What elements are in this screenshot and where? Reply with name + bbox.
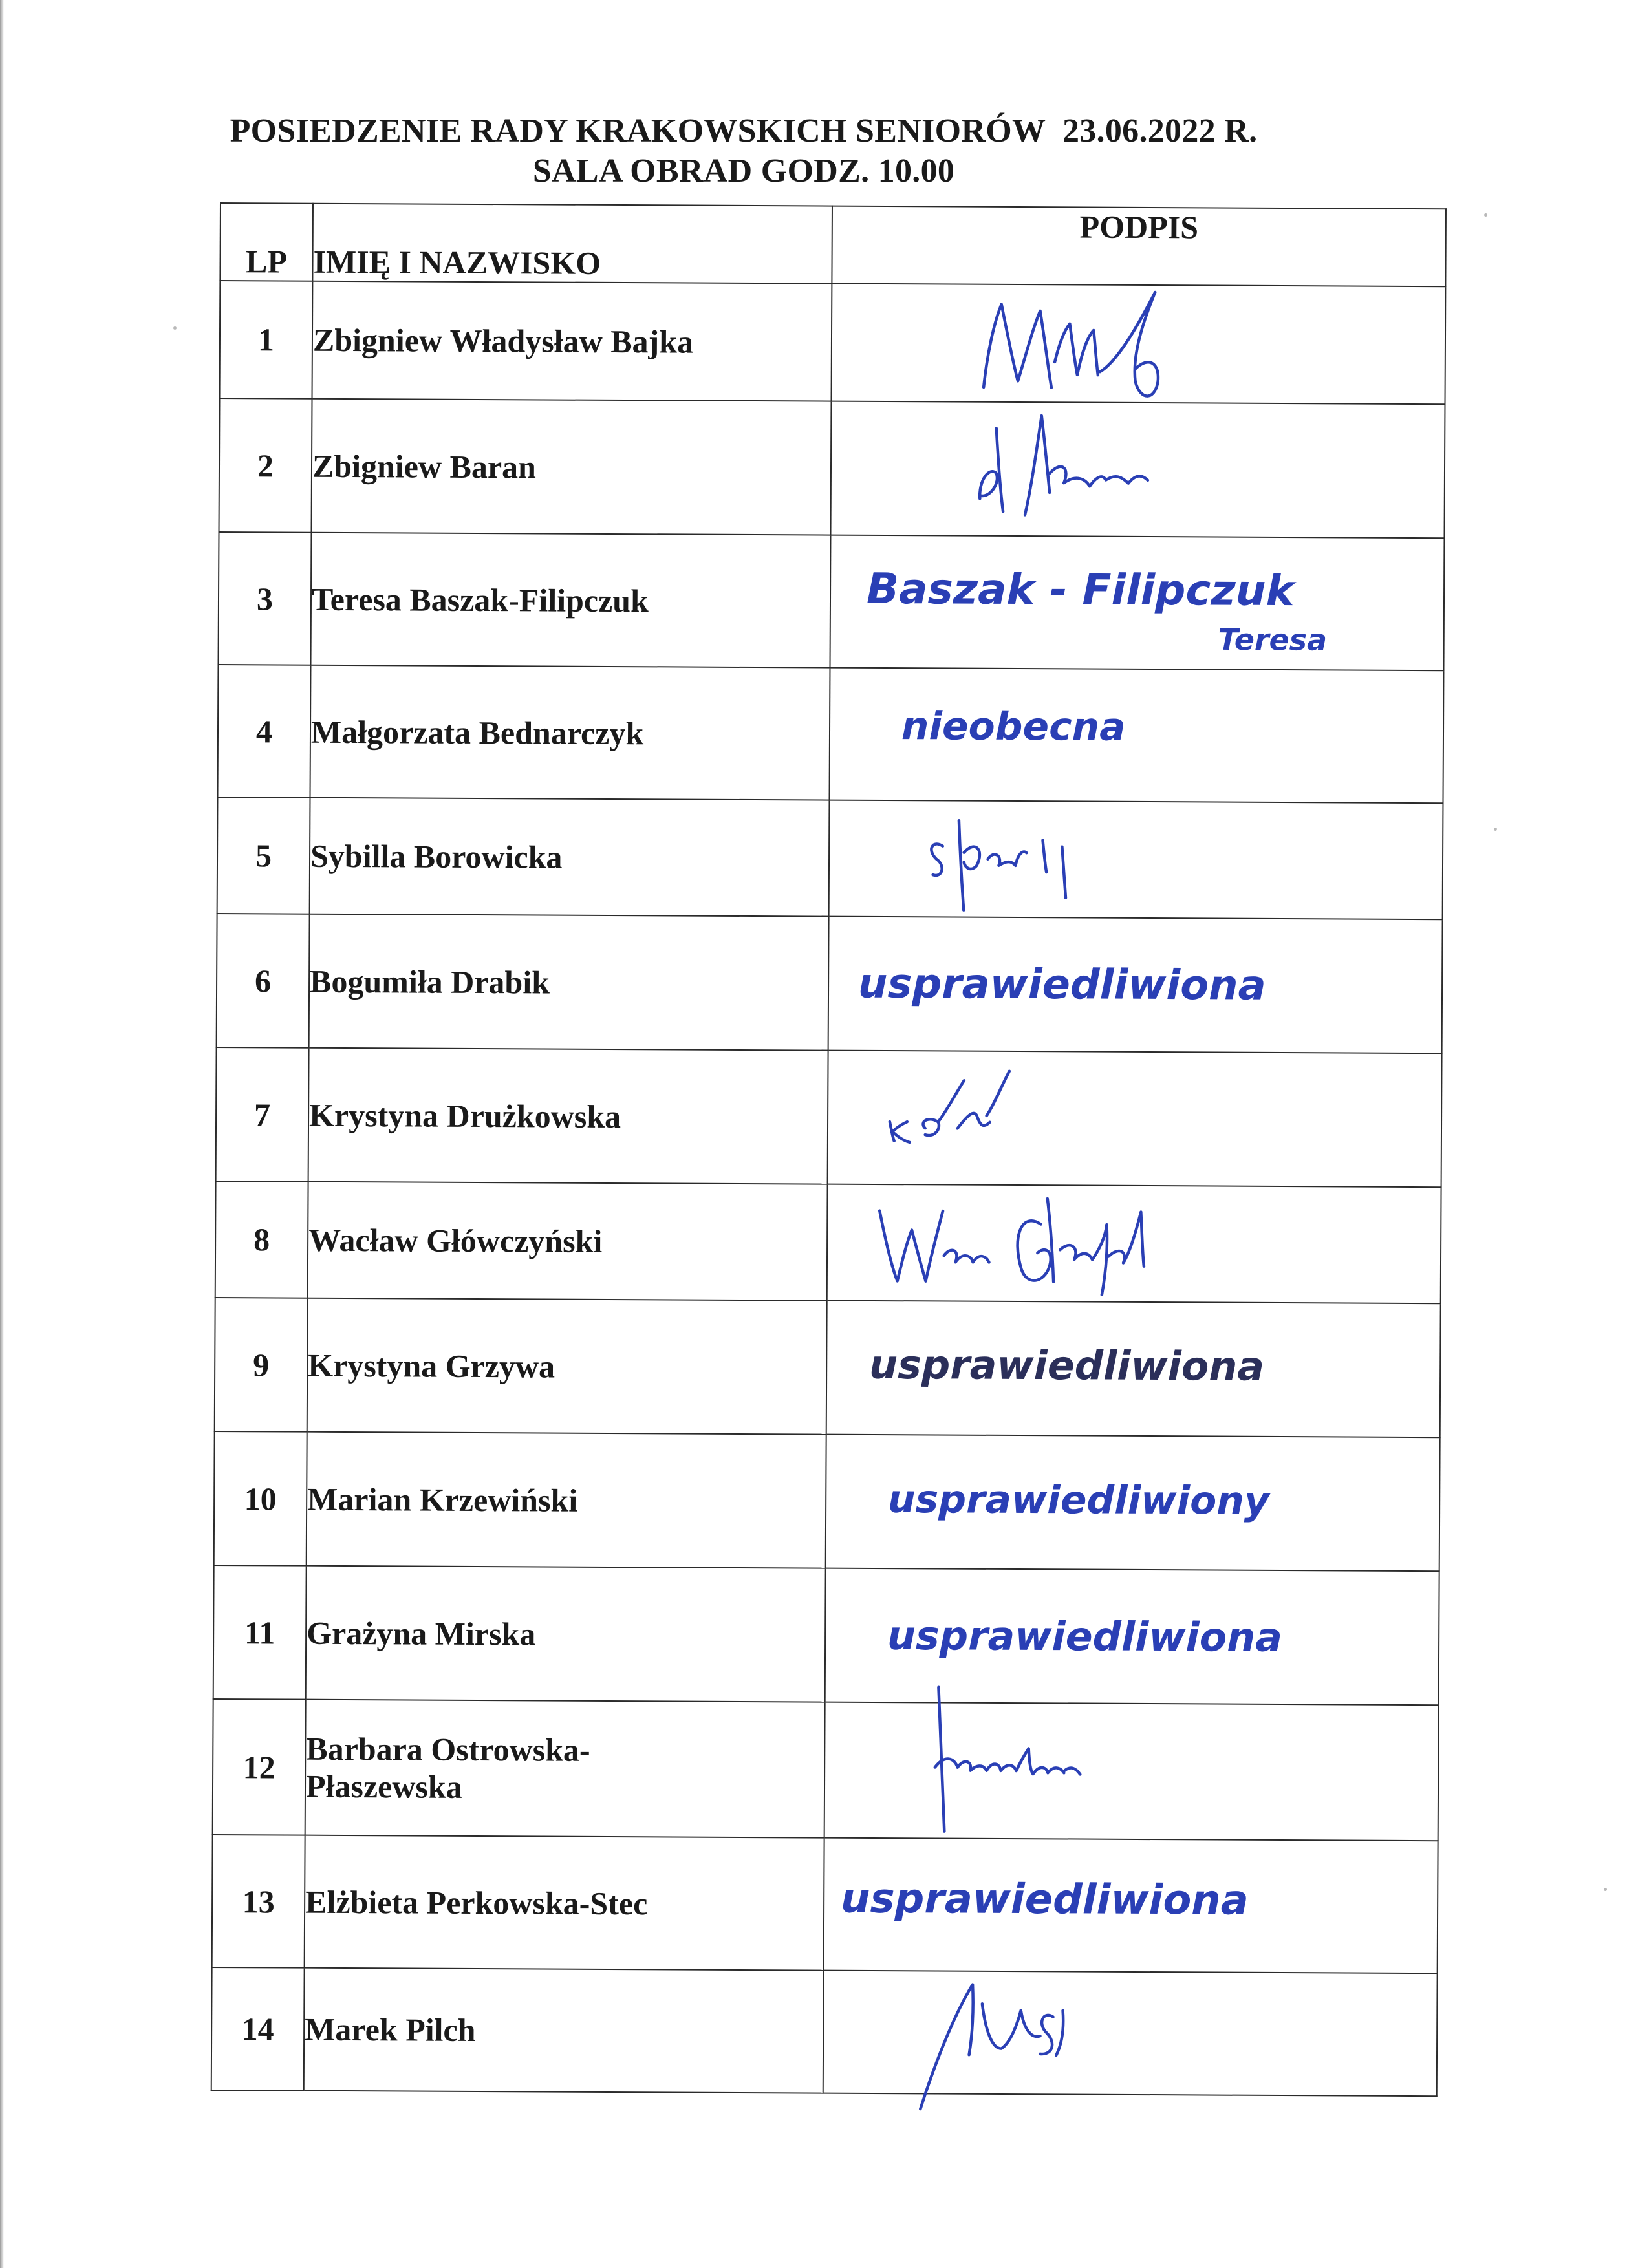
row-number: 11 (213, 1565, 307, 1700)
row-number: 6 (217, 914, 310, 1048)
signature-cell (826, 1435, 1440, 1572)
table-row (213, 1565, 1439, 1705)
table-row (212, 1835, 1438, 1973)
member-name-line1: Barbara Ostrowska- (306, 1730, 590, 1768)
signature-cell (828, 917, 1443, 1054)
row-number: 7 (216, 1047, 309, 1182)
handwritten-signature (832, 284, 1445, 404)
member-name (305, 1700, 825, 1838)
handwritten-signature (830, 669, 1443, 803)
row-number: 14 (211, 1967, 305, 2091)
signature-cell (832, 284, 1446, 405)
table-row (220, 281, 1446, 404)
table-row (218, 665, 1444, 803)
member-name: Zbigniew Baran (312, 399, 832, 535)
handwritten-signature (829, 917, 1442, 1053)
handwritten-signature (825, 1703, 1438, 1841)
column-header-signature: PODPIS (832, 206, 1446, 287)
row-number: 4 (218, 665, 311, 798)
signature-text: usprawiedliwiona (840, 1874, 1249, 1925)
row-number: 9 (215, 1298, 308, 1432)
meeting-venue-time: SALA OBRAD GODZ. 10.00 (532, 153, 955, 189)
meeting-title: POSIEDZENIE RADY KRAKOWSKICH SENIORÓW 23.06.2022 R. (230, 112, 1258, 149)
table-row (217, 797, 1443, 919)
signature-text: usprawiedliwiona (887, 1612, 1283, 1661)
scanned-page-edge (0, 0, 4, 2268)
signature-cell (824, 1838, 1438, 1974)
scan-speck (1494, 828, 1497, 831)
signature-text: usprawiedliwiona (868, 1341, 1265, 1390)
table-row (215, 1181, 1441, 1303)
row-number: 3 (219, 532, 312, 665)
handwritten-signature (828, 1051, 1441, 1187)
signature-text-line1: Baszak - Filipczuk (866, 564, 1295, 616)
handwritten-signature (832, 402, 1445, 538)
signature-cell (830, 535, 1444, 671)
handwritten-signature (826, 1435, 1439, 1571)
table-row (213, 1699, 1439, 1841)
handwritten-signature (824, 1839, 1438, 1973)
row-number: 13 (212, 1835, 305, 1968)
member-name: Małgorzata Bednarczyk (310, 665, 830, 800)
member-name: Wacław Główczyński (308, 1182, 828, 1301)
member-name: Krystyna Grzywa (307, 1298, 827, 1435)
member-name: Bogumiła Drabik (309, 914, 829, 1051)
signature-cell (823, 1971, 1438, 2097)
signature-cell (829, 800, 1443, 920)
table-row (215, 1298, 1441, 1437)
signature-cell (826, 1301, 1441, 1438)
member-name-line2: Płaszewska (305, 1768, 462, 1805)
signature-cell (828, 1051, 1442, 1188)
document-header (97, 111, 1390, 191)
row-number: 12 (213, 1699, 306, 1835)
table-row (211, 1967, 1438, 2096)
column-header-name: IMIĘ I NAZWISKO (312, 204, 832, 284)
handwritten-signature (828, 1185, 1441, 1303)
table-header-row (220, 203, 1446, 286)
signature-cell (827, 1184, 1441, 1304)
attendance-table (211, 202, 1447, 2097)
member-name: Marek Pilch (304, 1968, 824, 2093)
signature-cell (824, 1702, 1439, 1841)
scan-speck (1604, 1888, 1607, 1891)
table-row (216, 1047, 1442, 1187)
table-row (219, 532, 1445, 670)
member-name: Zbigniew Władysław Bajka (312, 281, 832, 401)
handwritten-signature (830, 536, 1443, 670)
table-row (214, 1431, 1440, 1571)
member-name: Krystyna Drużkowska (308, 1048, 828, 1184)
handwritten-signature (824, 1971, 1437, 2096)
signature-text: usprawiedliwiony (887, 1477, 1269, 1524)
member-name: Elżbieta Perkowska-Stec (305, 1835, 824, 1971)
column-header-lp: LP (220, 203, 313, 281)
member-name: Marian Krzewiński (307, 1432, 826, 1568)
handwritten-signature (830, 801, 1443, 919)
scan-speck (1484, 213, 1487, 217)
signature-text: nieobecna (901, 704, 1126, 750)
table-row (217, 914, 1443, 1053)
signature-text: usprawiedliwiona (857, 959, 1266, 1010)
signature-cell (829, 668, 1443, 804)
handwritten-signature (827, 1301, 1440, 1437)
row-number: 5 (217, 797, 310, 914)
row-number: 10 (214, 1431, 307, 1566)
signature-text-line2: Teresa (1218, 623, 1328, 658)
row-number: 2 (219, 398, 312, 533)
signature-cell (825, 1568, 1439, 1706)
signature-cell (830, 401, 1445, 539)
member-name: Sybilla Borowicka (310, 798, 830, 917)
row-number: 8 (215, 1181, 308, 1298)
row-number: 1 (220, 281, 313, 399)
handwritten-signature (826, 1569, 1439, 1705)
table-row (219, 398, 1445, 538)
member-name: Grażyna Mirska (306, 1566, 826, 1702)
scan-speck (173, 326, 177, 330)
member-name: Teresa Baszak-Filipczuk (311, 533, 831, 668)
